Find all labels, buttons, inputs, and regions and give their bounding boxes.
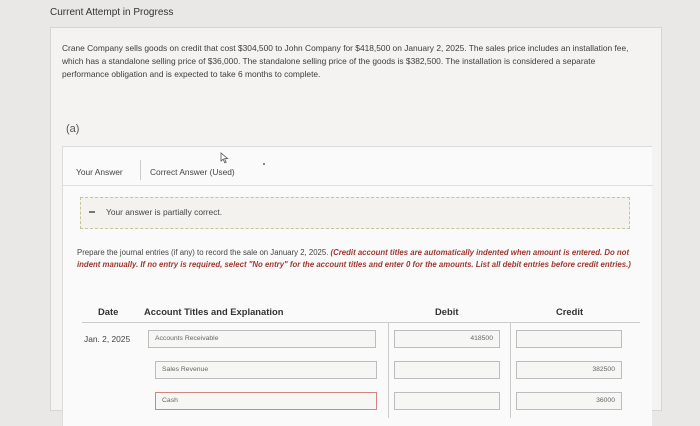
credit-field[interactable]: 382500	[516, 361, 622, 379]
debit-field[interactable]: 418500	[394, 330, 500, 348]
tab-underline	[63, 185, 653, 186]
column-divider	[510, 322, 511, 418]
account-field[interactable]: Accounts Receivable	[148, 330, 376, 348]
account-field[interactable]: Cash	[155, 392, 377, 410]
debit-field[interactable]	[394, 392, 500, 410]
mouse-cursor-icon	[220, 152, 230, 164]
instructions	[77, 247, 632, 270]
answer-card	[62, 146, 652, 426]
column-divider	[388, 322, 389, 418]
header-credit: Credit	[556, 306, 584, 317]
account-field[interactable]: Sales Revenue	[155, 361, 377, 379]
tab-divider	[140, 160, 141, 180]
header-debit: Debit	[435, 306, 459, 317]
instructions-emphasis: (Credit account titles are automatically indented when amount is entered. Do not indent manually. If no entry is required, select "No entry" for the account titles and enter 0 for the amounts. List all debit entries before credit entries.)	[77, 248, 631, 269]
feedback-message: Your answer is partially correct.	[106, 207, 223, 217]
dot-mark	[263, 163, 265, 165]
tab-correct-answer[interactable]: Correct Answer (Used)	[150, 167, 235, 177]
credit-field[interactable]	[516, 330, 622, 348]
status-title: Current Attempt in Progress	[50, 7, 174, 18]
problem-text: Crane Company sells goods on credit that cost $304,500 to John Company for $418,500 on January 2, 2025. The sales price includes an installation fee, which has a standalone selling price of $36,000. The standalone selling price of the goods is $382,500. The installation is considered a separate performance obligation and is expected to take 6 months to complete.	[62, 43, 629, 79]
header-account: Account Titles and Explanation	[144, 306, 284, 317]
instructions-plain: Prepare the journal entries (if any) to record the sale on January 2, 2025.	[77, 248, 331, 257]
header-date: Date	[98, 306, 119, 317]
credit-field[interactable]: 36000	[516, 392, 622, 410]
table-header-divider	[82, 322, 640, 323]
entry-date: Jan. 2, 2025	[84, 334, 131, 344]
tab-your-answer[interactable]: Your Answer	[76, 167, 123, 177]
part-label: (a)	[66, 123, 80, 135]
partial-correct-icon	[89, 211, 95, 213]
debit-field[interactable]	[394, 361, 500, 379]
